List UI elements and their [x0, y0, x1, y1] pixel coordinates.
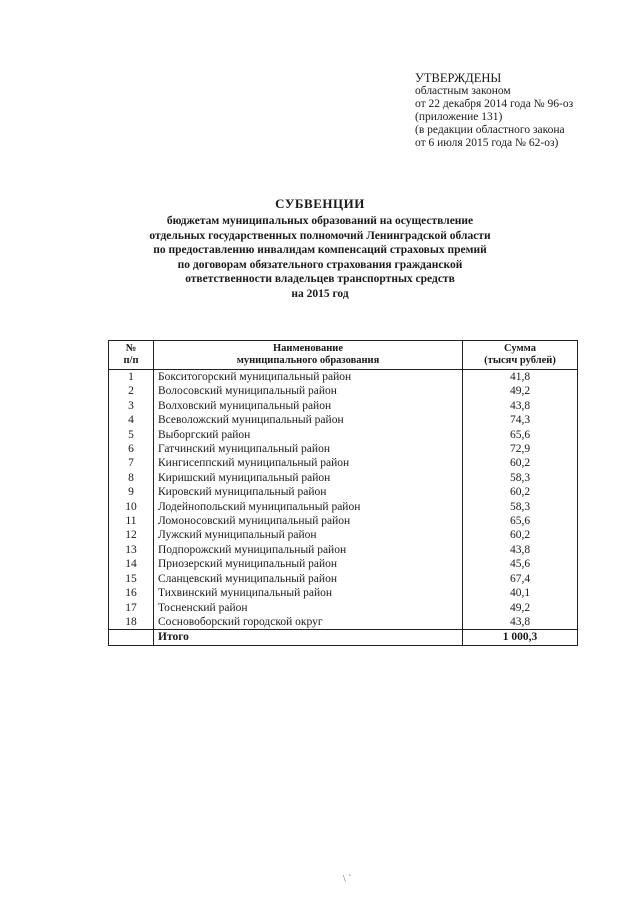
table-row [109, 514, 578, 528]
municipality-name: Выборгский район [154, 428, 463, 442]
row-number: 7 [109, 456, 154, 470]
title-line: по договорам обязательного страхования гражданской [177, 258, 463, 271]
total-label: Итого [154, 630, 463, 645]
approval-line: областным законом [415, 85, 511, 97]
row-number: 9 [109, 485, 154, 499]
municipality-name: Подпорожский муниципальный район [154, 543, 463, 557]
municipality-name: Тосненский район [154, 601, 463, 615]
municipality-name: Волосовский муниципальный район [154, 384, 463, 398]
title-line: ответственности владельцев транспортных средств [185, 273, 455, 286]
approval-line: от 22 декабря 2014 года № 96-оз [415, 98, 574, 110]
approval-line: (приложение 131) [415, 111, 503, 123]
header-num [109, 341, 154, 370]
municipality-name: Кингисеппский муниципальный район [154, 456, 463, 470]
row-number: 18 [109, 615, 154, 630]
subsidy-amount: 60,2 [463, 528, 578, 542]
title-line: отдельных государственных полномочий Ленинградской области [149, 229, 491, 242]
municipality-name: Ломоносовский муниципальный район [154, 514, 463, 528]
row-number: 5 [109, 428, 154, 442]
row-number: 3 [109, 399, 154, 413]
table-row [109, 399, 578, 413]
subsidy-amount: 65,6 [463, 514, 578, 528]
row-number: 2 [109, 384, 154, 398]
title-main: СУБВЕНЦИИ [275, 196, 365, 211]
row-number: 1 [109, 370, 154, 385]
header-name-line2: муниципального образования [236, 355, 380, 366]
header-name [154, 341, 463, 370]
table-row [109, 615, 578, 630]
table-row [109, 370, 578, 385]
subsidy-amount: 43,8 [463, 399, 578, 413]
municipality-name: Киришский муниципальный район [154, 471, 463, 485]
subsidy-amount: 74,3 [463, 413, 578, 427]
subsidy-amount: 58,3 [463, 500, 578, 514]
municipality-name: Волховский муниципальный район [154, 399, 463, 413]
header-sum-line1: Сумма [504, 343, 536, 354]
title-line: на 2015 год [291, 287, 349, 300]
row-number: 10 [109, 500, 154, 514]
row-number: 15 [109, 572, 154, 586]
subsidy-amount: 45,6 [463, 557, 578, 571]
municipality-name: Сланцевский муниципальный район [154, 572, 463, 586]
approval-stamp [415, 72, 630, 150]
approval-line: (в редакции областного закона [415, 124, 565, 136]
subsidy-amount: 65,6 [463, 428, 578, 442]
municipality-name: Всеволожский муниципальный район [154, 413, 463, 427]
header-num-line2: п/п [123, 355, 139, 366]
header-num-line1: № [125, 343, 137, 354]
table-header-row [109, 341, 578, 370]
subsidy-amount: 40,1 [463, 586, 578, 600]
subsidy-amount: 67,4 [463, 572, 578, 586]
header-name-line1: Наименование [273, 343, 343, 354]
municipality-name: Тихвинский муниципальный район [154, 586, 463, 600]
subsidy-amount: 49,2 [463, 384, 578, 398]
subsidy-amount: 43,8 [463, 543, 578, 557]
header-sum [463, 341, 578, 370]
table-row [109, 543, 578, 557]
row-number: 11 [109, 514, 154, 528]
municipality-name: Гатчинский муниципальный район [154, 442, 463, 456]
table-row [109, 428, 578, 442]
page-mark: \ ` [343, 874, 352, 885]
table-row [109, 557, 578, 571]
total-row [109, 630, 578, 645]
municipality-name: Лодейнопольский муниципальный район [154, 500, 463, 514]
municipality-name: Бокситогорский муниципальный район [154, 370, 463, 385]
subsidy-amount: 41,8 [463, 370, 578, 385]
table-row [109, 572, 578, 586]
document-title [0, 196, 640, 302]
table-row [109, 485, 578, 499]
subsidy-amount: 60,2 [463, 456, 578, 470]
subsidy-amount: 60,2 [463, 485, 578, 499]
approval-line: от 6 июля 2015 года № 62-оз) [415, 137, 559, 149]
row-number: 17 [109, 601, 154, 615]
row-number: 8 [109, 471, 154, 485]
table-body [109, 370, 578, 630]
table-row [109, 384, 578, 398]
title-line: бюджетам муниципальных образований на осуществление [166, 215, 474, 227]
subsidies-table [108, 340, 578, 646]
municipality-name: Сосновоборский городской округ [154, 615, 463, 630]
subsidy-amount: 58,3 [463, 471, 578, 485]
row-number: 4 [109, 413, 154, 427]
subsidy-amount: 43,8 [463, 615, 578, 630]
table-row [109, 442, 578, 456]
table-row [109, 456, 578, 470]
row-number: 12 [109, 528, 154, 542]
table-row [109, 500, 578, 514]
table-row [109, 528, 578, 542]
row-number: 14 [109, 557, 154, 571]
total-num-cell [109, 630, 154, 645]
header-sum-line2: (тысяч рублей) [484, 355, 556, 366]
subsidy-amount: 72,9 [463, 442, 578, 456]
municipality-name: Кировский муниципальный район [154, 485, 463, 499]
municipality-name: Приозерский муниципальный район [154, 557, 463, 571]
row-number: 16 [109, 586, 154, 600]
approval-heading: УТВЕРЖДЕНЫ [415, 71, 502, 85]
total-sum: 1 000,3 [463, 630, 578, 645]
table-row [109, 413, 578, 427]
title-line: по предоставлению инвалидам компенсаций страховых премий [153, 244, 487, 257]
table-row [109, 601, 578, 615]
table-row [109, 471, 578, 485]
row-number: 13 [109, 543, 154, 557]
municipality-name: Лужский муниципальный район [154, 528, 463, 542]
table-row [109, 586, 578, 600]
subsidy-amount: 49,2 [463, 601, 578, 615]
row-number: 6 [109, 442, 154, 456]
